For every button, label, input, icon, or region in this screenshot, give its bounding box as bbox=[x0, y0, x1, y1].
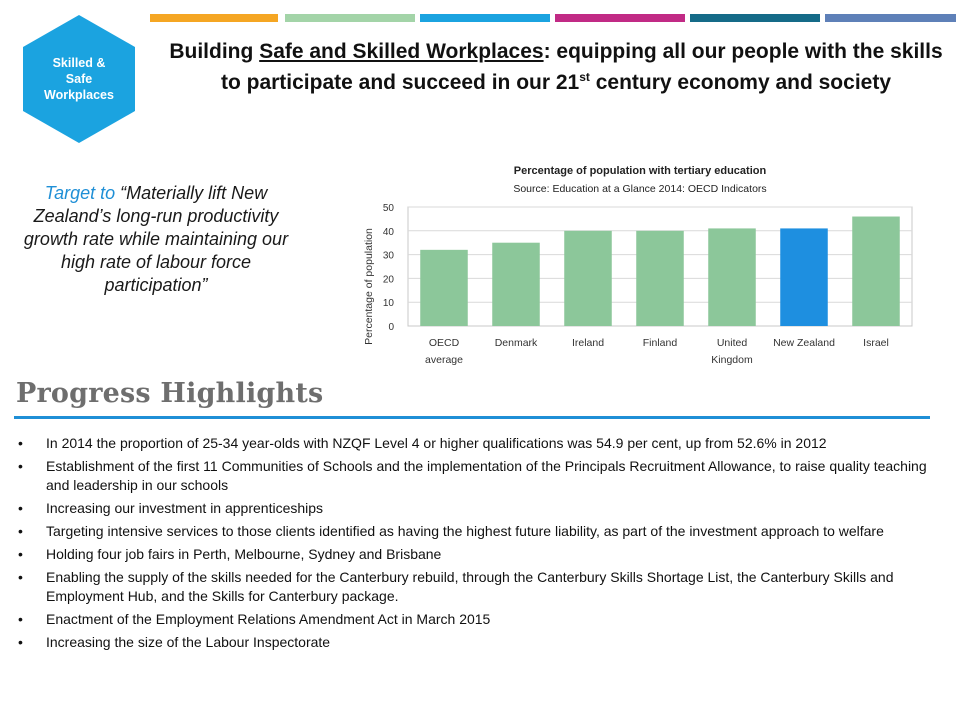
bullet-icon: • bbox=[18, 500, 23, 516]
title-underlined: Safe and Skilled Workplaces bbox=[259, 40, 544, 63]
bullet-icon: • bbox=[18, 523, 23, 539]
bullet-icon: • bbox=[18, 546, 23, 562]
highlight-item bbox=[14, 545, 944, 564]
chart-plot bbox=[340, 160, 940, 375]
y-axis-label: Percentage of population bbox=[363, 228, 375, 345]
badge-label-line: Workplaces bbox=[44, 88, 114, 102]
highlight-text: Holding four job fairs in Perth, Melbourne, Sydney and Brisbane bbox=[46, 546, 442, 562]
top-bar-segment bbox=[420, 14, 550, 22]
bullet-icon: • bbox=[18, 435, 23, 451]
x-tick-label: Israel bbox=[863, 337, 889, 349]
target-quote: “Materially lift New Zealand’s long-run productivity growth rate while maintaining our high rate of labour force participation” bbox=[23, 183, 289, 295]
highlight-text: Targeting intensive services to those clients identified as having the highest future liability, as part of the investment approach to welfare bbox=[46, 523, 884, 539]
highlight-item bbox=[14, 522, 944, 541]
bullet-icon: • bbox=[18, 634, 23, 650]
bullet-icon: • bbox=[18, 569, 23, 585]
bar-united-kingdom bbox=[708, 228, 756, 326]
highlight-item bbox=[14, 633, 944, 652]
bar-israel bbox=[852, 217, 900, 326]
highlight-item bbox=[14, 499, 944, 518]
highlight-item bbox=[14, 568, 944, 606]
page-title bbox=[158, 36, 954, 98]
x-tick-label: average bbox=[425, 354, 463, 366]
chart-subtitle: Source: Education at a Glance 2014: OECD Indicators bbox=[513, 183, 767, 195]
bar-ireland bbox=[564, 231, 612, 326]
target-statement bbox=[16, 182, 296, 297]
x-tick-label: Denmark bbox=[494, 337, 538, 349]
x-tick-label: Ireland bbox=[571, 337, 605, 349]
top-bar-segment bbox=[285, 14, 415, 22]
section-badge bbox=[12, 12, 146, 146]
highlight-text: Enactment of the Employment Relations Amendment Act in March 2015 bbox=[46, 611, 491, 627]
top-bar-segment bbox=[690, 14, 820, 22]
top-bar-segment bbox=[825, 14, 956, 22]
y-tick-label: 10 bbox=[382, 298, 394, 310]
badge-label-line: Safe bbox=[65, 72, 93, 86]
x-tick-label: United bbox=[716, 337, 748, 349]
top-bar-segment bbox=[150, 14, 278, 22]
x-tick-label: Finland bbox=[642, 337, 678, 349]
title-middle: : equipping all our people with the skills to participate and succeed in our 21 bbox=[220, 40, 943, 94]
bar-denmark bbox=[492, 243, 540, 326]
highlight-text: Increasing our investment in apprenticeships bbox=[46, 500, 324, 516]
highlight-text: In 2014 the proportion of 25-34 year-olds with NZQF Level 4 or higher qualifications was 54.9 per cent, up from 52.6% in 2012 bbox=[46, 435, 827, 451]
chart-title: Percentage of population with tertiary education bbox=[513, 165, 767, 177]
bar-oecd-average bbox=[420, 250, 468, 326]
highlight-item bbox=[14, 434, 944, 453]
y-tick-label: 0 bbox=[388, 322, 394, 333]
x-tick-label: OECD bbox=[428, 337, 460, 349]
target-lead: Target to bbox=[44, 183, 121, 203]
highlight-text: Establishment of the first 11 Communities of Schools and the implementation of the Principals Recruitment Allowance, to raise quality teaching and leadership in our schools bbox=[46, 458, 927, 493]
badge-label-line: Skilled & bbox=[52, 56, 106, 70]
y-tick-label: 30 bbox=[382, 250, 394, 262]
highlight-text: Increasing the size of the Labour Inspectorate bbox=[46, 634, 331, 650]
bullet-icon: • bbox=[18, 458, 23, 474]
bullet-icon: • bbox=[18, 611, 23, 627]
y-tick-label: 20 bbox=[382, 274, 394, 286]
title-prefix: Building bbox=[169, 40, 260, 63]
top-bar-segment bbox=[555, 14, 685, 22]
x-tick-label: Kingdom bbox=[711, 354, 753, 366]
section-divider bbox=[14, 416, 930, 419]
highlight-text: Enabling the supply of the skills needed for the Canterbury rebuild, through the Canterbury Skills Shortage List, the Canterbury Skills and Employment Hub, and the Skills for Canterbury package. bbox=[46, 569, 894, 604]
top-color-bars bbox=[150, 14, 956, 22]
bar-new-zealand bbox=[780, 228, 828, 326]
y-tick-label: 40 bbox=[382, 226, 394, 238]
title-suffix: century economy and society bbox=[589, 71, 892, 94]
progress-heading: Progress Highlights bbox=[16, 378, 324, 409]
y-tick-label: 50 bbox=[382, 203, 394, 214]
badge-label bbox=[39, 55, 119, 103]
tertiary-education-chart bbox=[340, 160, 940, 375]
bar-finland bbox=[636, 231, 684, 326]
x-tick-label: New Zealand bbox=[773, 337, 835, 349]
progress-highlights-list bbox=[14, 434, 944, 656]
highlight-item bbox=[14, 457, 944, 495]
highlight-item bbox=[14, 610, 944, 629]
title-superscript: st bbox=[579, 70, 590, 84]
